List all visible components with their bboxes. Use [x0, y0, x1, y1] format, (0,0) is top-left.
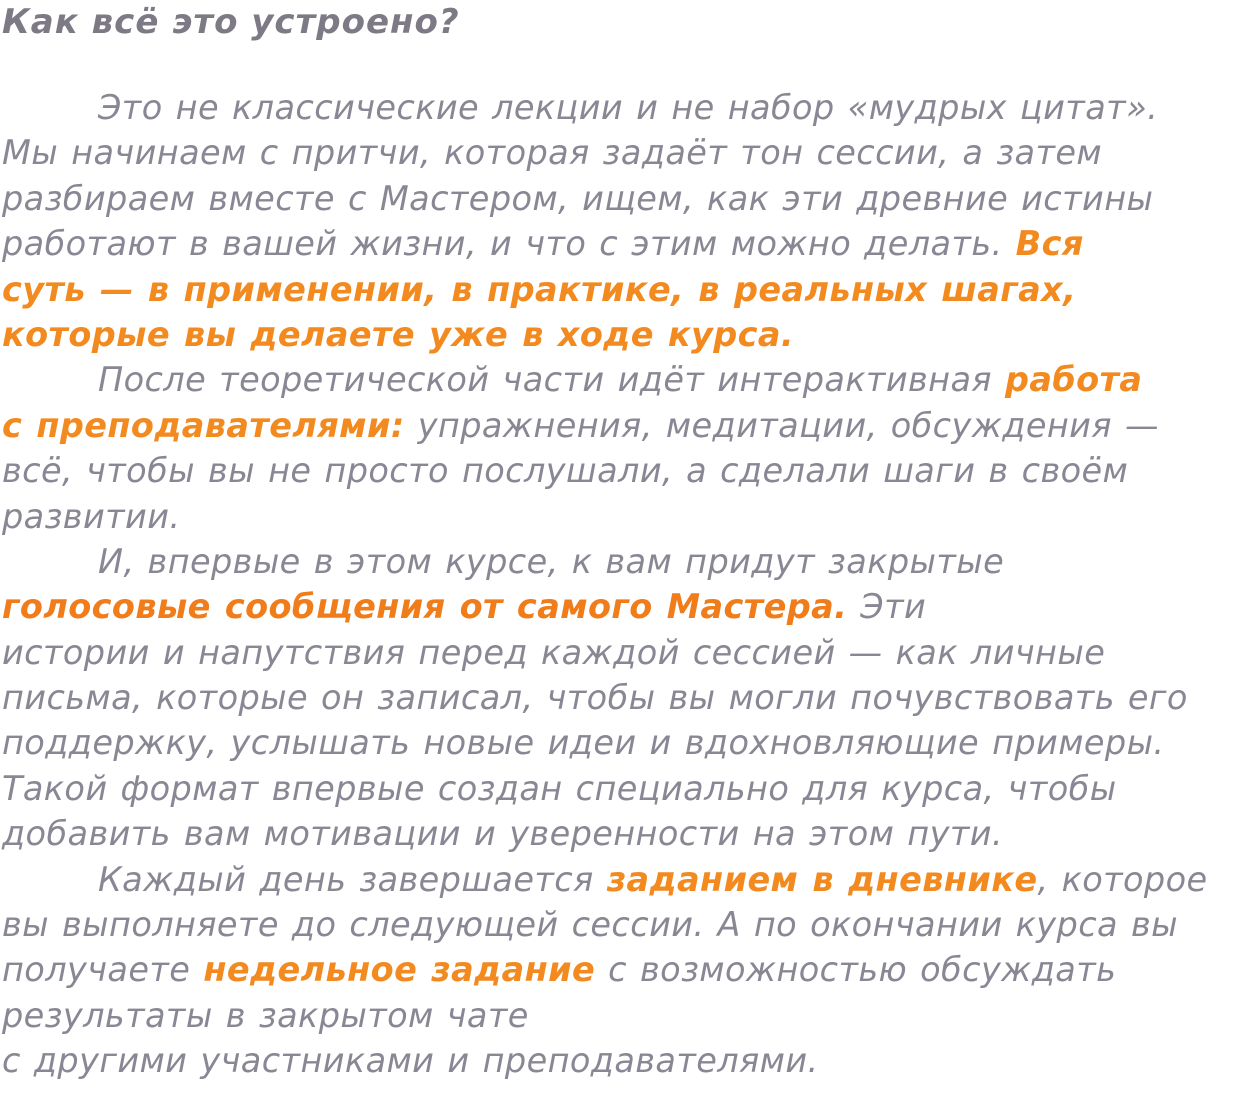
text-line [2, 720, 1252, 765]
plain-text: После теоретической части идёт интерактивная [98, 360, 1005, 400]
plain-text: И, впервые в этом курсе, к вам придут закрытые [98, 541, 1005, 581]
text-line [2, 221, 1252, 266]
plain-text: письма, которые он записал, чтобы вы могли почувствовать его [2, 678, 1188, 718]
plain-text: истории и напутствия перед каждой сессией — как личные [2, 632, 1106, 672]
plain-text: с возможностью обсуждать [595, 950, 1117, 990]
plain-text: получаете [2, 950, 204, 990]
highlighted-text: с преподавателями: [2, 405, 405, 445]
article-body [2, 85, 1252, 1084]
plain-text: всё, чтобы вы не просто послушали, а сделали шаги в своём [2, 451, 1129, 491]
highlighted-text: которые вы делаете уже в ходе курса. [2, 314, 795, 354]
highlighted-text: работа [1005, 360, 1143, 400]
text-line [2, 1038, 1252, 1083]
text-line [2, 630, 1252, 675]
plain-text: Такой формат впервые создан специально для курса, чтобы [2, 768, 1117, 808]
text-line [2, 766, 1252, 811]
emphasized-text: голосовые сообщения от самого Мастера. [2, 587, 848, 627]
text-line [2, 448, 1252, 493]
section-heading: Как всё это устроено? [2, 2, 460, 42]
text-line [2, 130, 1252, 175]
text-line [2, 675, 1252, 720]
highlighted-text: заданием в дневнике [606, 859, 1038, 899]
text-line [2, 539, 1252, 584]
highlighted-text: недельное задание [203, 950, 596, 990]
plain-text: , которое [1037, 859, 1208, 899]
text-line [2, 357, 1252, 402]
plain-text: результаты в закрытом чате [2, 995, 529, 1035]
text-line [2, 857, 1252, 902]
highlighted-text: Вся [1015, 224, 1084, 264]
text-line [2, 811, 1252, 856]
text-line [2, 494, 1252, 539]
plain-text: Мы начинаем с притчи, которая задаёт тон сессии, а затем [2, 133, 1103, 173]
text-line [2, 584, 1252, 629]
text-line [2, 947, 1252, 992]
highlighted-text: суть — в применении, в практике, в реальных шагах, [2, 269, 1077, 309]
plain-text: Эти [847, 587, 927, 627]
plain-text: с другими участниками и преподавателями. [2, 1041, 819, 1081]
plain-text: вы выполняете до следующей сессии. А по окончании курса вы [2, 905, 1178, 945]
text-line [2, 902, 1252, 947]
text-line [2, 176, 1252, 221]
text-line [2, 85, 1252, 130]
plain-text: поддержку, услышать новые идеи и вдохновляющие примеры. [2, 723, 1165, 763]
plain-text: разбираем вместе с Мастером, ищем, как эти древние истины [2, 178, 1154, 218]
plain-text: Это не классические лекции и не набор «мудрых цитат». [98, 88, 1159, 127]
text-line [2, 267, 1252, 312]
text-line [2, 403, 1252, 448]
plain-text: упражнения, медитации, обсуждения — [404, 405, 1159, 445]
plain-text: добавить вам мотивации и уверенности на этом пути. [2, 814, 1003, 854]
plain-text: Каждый день завершается [98, 859, 607, 899]
plain-text: работают в вашей жизни, и что с этим можно делать. [2, 224, 1016, 264]
plain-text: развитии. [2, 496, 181, 536]
text-line [2, 312, 1252, 357]
text-line [2, 993, 1252, 1038]
